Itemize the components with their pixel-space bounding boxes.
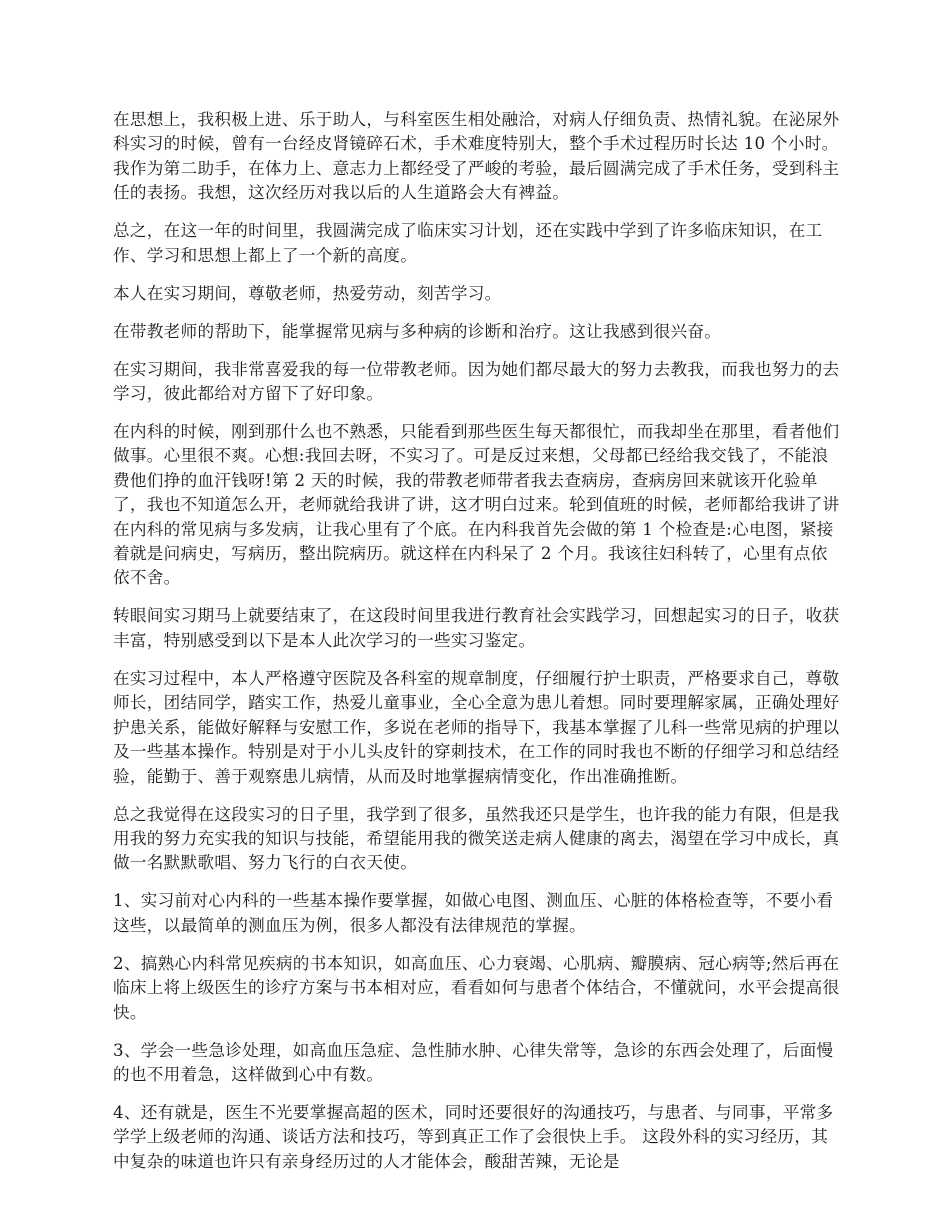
paragraph: 总之我觉得在这段实习的日子里，我学到了很多，虽然我还只是学生，也许我的能力有限，但是我用我的努力充实我的知识与技能，希望能用我的微笑送走病人健康的离去，渴望在学习中成长，真做一名默默歌唱、努力飞行的白衣天使。 <box>113 804 840 873</box>
paragraph: 在实习过程中，本人严格遵守医院及各科室的规章制度，仔细履行护士职责，严格要求自己，尊敬师长，团结同学，踏实工作，热爱儿童事业，全心全意为患儿着想。同时要理解家属，正确处理好护患关系，能做好解释与安慰工作，多说在老师的指导下，我基本掌握了儿科一些常见病的护理以及一些基本操作。特别是对于小儿头皮针的穿刺技术，在工作的同时我也不断的仔细学习和总结经验，能勤于、善于观察患儿病情，从而及时地掌握病情变化，作出准确推断。 <box>113 668 840 786</box>
paragraph: 本人在实习期间，尊敬老师，热爱劳动，刻苦学习。 <box>113 283 502 303</box>
list-item-paragraph: 3、学会一些急诊处理，如高血压急症、急性肺水肿、心律失常等，急诊的东西会处理了，后面慢的也不用着急，这样做到心中有数。 <box>113 1040 834 1084</box>
paragraph: 总之，在这一年的时间里，我圆满完成了临床实习计划，还在实践中学到了许多临床知识，在工作、学习和思想上都上了一个新的高度。 <box>113 221 823 265</box>
list-item-paragraph: 2、搞熟心内科常见疾病的书本知识，如高血压、心力衰竭、心肌病、瓣膜病、冠心病等;然后再在临床上将上级医生的诊疗方案与书本相对应，看看如何与患者个体结合，不懂就问，水平会提高很快。 <box>113 953 840 1022</box>
list-item-paragraph: 4、还有就是，医生不光要掌握高超的医术，同时还要很好的沟通技巧，与患者、与同事，平常多学学上级老师的沟通、谈话方法和技巧，等到真正工作了会很快上手。 这段外科的实习经历，其中复杂的味道也许只有亲身经历过的人才能体会，酸甜苦辣，无论是 <box>113 1102 834 1171</box>
document-body <box>113 108 841 1188</box>
paragraph: 转眼间实习期马上就要结束了，在这段时间里我进行教育社会实践学习，回想起实习的日子，收获丰富，特别感受到以下是本人此次学习的一些实习鉴定。 <box>113 606 840 650</box>
list-item-paragraph: 1、实习前对心内科的一些基本操作要掌握，如做心电图、测血压、心脏的体格检查等，不要小看这些，以最简单的测血压为例，很多人都没有法律规范的掌握。 <box>113 891 834 935</box>
paragraph: 在实习期间，我非常喜爱我的每一位带教老师。因为她们都尽最大的努力去教我，而我也努力的去学习，彼此都给对方留下了好印象。 <box>113 359 840 404</box>
paragraph: 在带教老师的帮助下，能掌握常见病与多种病的诊断和治疗。这让我感到很兴奋。 <box>113 321 722 341</box>
paragraph: 在思想上，我积极上进、乐于助人，与科室医生相处融洽，对病人仔细负责、热情礼貌。在泌尿外科实习的时候，曾有一台经皮肾镜碎石术，手术难度特别大，整个手术过程历时长达 10 个小时。我作为第二助手，在体力上、意志力上都经受了严峻的考验，最后圆满完成了手术任务，受到科主任的表扬。我想，这次经历对我以后的人生道路会大有裨益。 <box>113 110 840 203</box>
paragraph: 在内科的时候，刚到那什么也不熟悉，只能看到那些医生每天都很忙，而我却坐在那里，看者他们做事。心里很不爽。心想:我回去呀，不实习了。可是反过来想，父母都已经给我交钱了，不能浪费他们挣的血汗钱呀!第 2 天的时候，我的带教老师带者我去查病房，查病房回来就该开化验单了，我也不知道怎么开，老师就给我讲了讲，这才明白过来。轮到值班的时候，老师都给我讲了讲在内科的常见病与多发病，让我心里有了个底。在内科我首先会做的第 1 个检查是:心电图，紧接着就是问病史，写病历，整出院病历。就这样在内科呆了 2 个月。我该往妇科转了，心里有点依依不舍。 <box>113 422 840 588</box>
